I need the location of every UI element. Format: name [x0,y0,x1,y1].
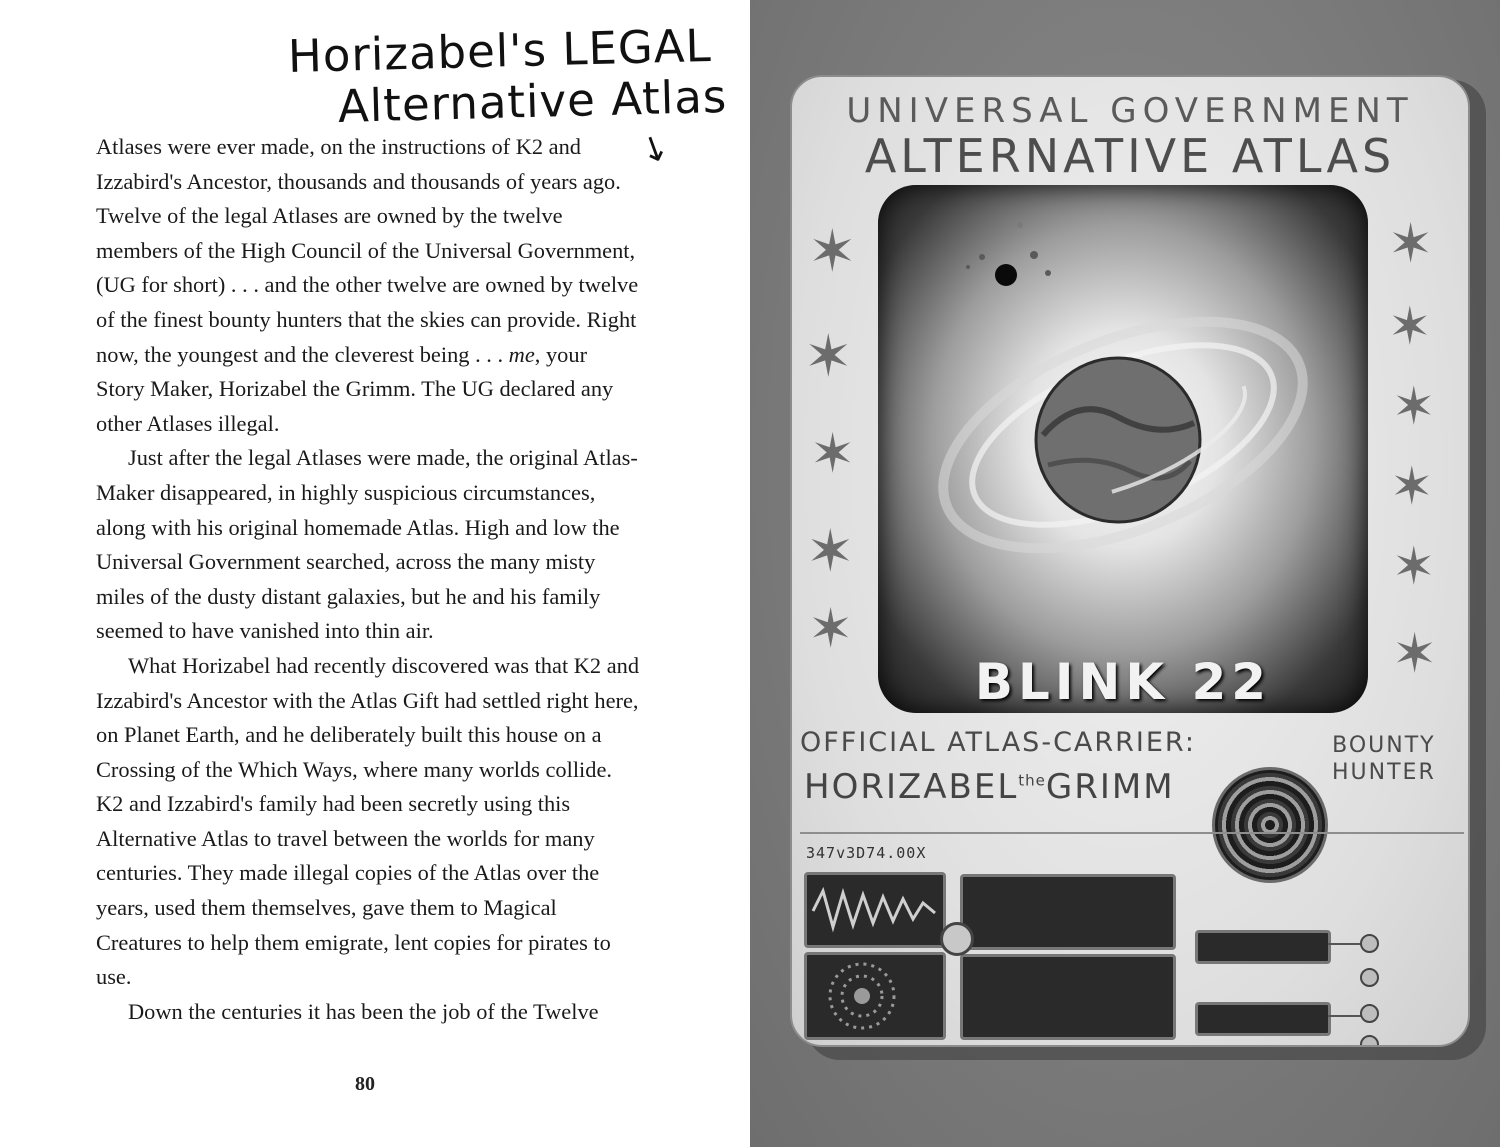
paragraph-2: Just after the legal Atlases were made, the original Atlas-Maker disappeared, in highly suspicious circumstances, along with his original homemade Atlas. High and low the Universal Government searched, across the many misty miles of the dusty distant galaxies, but he and his family seemed to have vanished into thin air. [96,445,638,644]
ringed-planet-icon [878,185,1368,713]
body-text [96,130,641,1029]
dot-circle-icon [807,955,943,1037]
waveform-icon [807,875,943,945]
star-icon: ✶ [1392,622,1438,685]
role-line-1: BOUNTY [1332,733,1436,758]
display-panel-upper [960,874,1176,950]
handwritten-arrow-icon: ↘ [632,123,676,173]
star-icon: ✶ [806,517,855,585]
star-icon: ✶ [1390,457,1434,517]
screen-label: BLINK 22 [974,653,1272,711]
carrier-label: OFFICIAL ATLAS-CARRIER: [800,727,1196,758]
carrier-the: the [1018,771,1046,790]
paragraph-3: What Horizabel had recently discovered was that K2 and Izzabird's Ancestor with the Atlas Gift had settled right here, on Planet Earth, and he deliberately built this house on a Crossing of the Which Ways, where many worlds collide. K2 and Izzabird's family had been secretly using this Alternative Atlas to travel between the worlds for many centuries. They made illegal copies of the Atlas over the years, used them themselves, gave them to Magical Creatures to help them emigrate, lent copies for pirates to use. [96,652,640,990]
star-icon: ✶ [808,217,857,285]
knob-icon [1360,968,1379,987]
star-icon: ✶ [1388,212,1434,275]
role-line-2: HUNTER [1332,760,1436,785]
star-icon: ✶ [808,597,854,660]
panel-divider [800,832,1464,834]
illustration-page [750,0,1500,1147]
control-panel [800,832,1464,1042]
circle-grid-display [804,952,946,1040]
card-header-line-1: UNIVERSAL GOVERNMENT [846,91,1414,131]
knob-icon [1360,1004,1379,1023]
handwritten-heading-line-1: Horizabel's LEGAL [287,18,713,83]
panel-readout: 347v3D74.00X [806,844,927,862]
bar-level-display [960,954,1176,1040]
page-number: 80 [355,1073,375,1095]
card-header-line-2: ALTERNATIVE ATLAS [864,129,1396,183]
role-label [1332,732,1436,786]
paragraph-1: Atlases were ever made, on the instructions of K2 and Izzabird's Ancestor, thousands and thousands of years ago. Twelve of the legal Atlases are owned by the twelve members of the High Council of the Universal Government, (UG for short) . . . and the other twelve are owned by twelve of the finest bounty hunters that the skies can provide. Right now, the youngest and the cleverest being . . . me, your Story Maker, Horizabel the Grimm. The UG declared any other Atlases illegal. [96,134,639,436]
knob-icon [1360,1035,1379,1047]
atlas-card-illustration [790,75,1470,1047]
star-icon: ✶ [810,422,856,485]
slot-2 [1195,1002,1331,1036]
carrier-last-name: GRIMM [1045,767,1175,807]
carrier-first-name: HORIZABEL [804,767,1019,807]
center-joint-icon [940,922,974,956]
handwritten-heading-line-2: Alternative Atlas [337,69,728,133]
planet-screen [878,185,1368,713]
star-icon: ✶ [804,322,853,390]
paragraph-4: Down the centuries it has been the job of the Twelve [128,998,599,1024]
slot-1 [1195,930,1331,964]
waveform-display [804,872,946,948]
knob-icon [1360,934,1379,953]
star-icon: ✶ [1392,537,1436,597]
star-icon: ✶ [1388,297,1432,357]
carrier-name [804,767,1175,807]
star-icon: ✶ [1392,377,1436,437]
